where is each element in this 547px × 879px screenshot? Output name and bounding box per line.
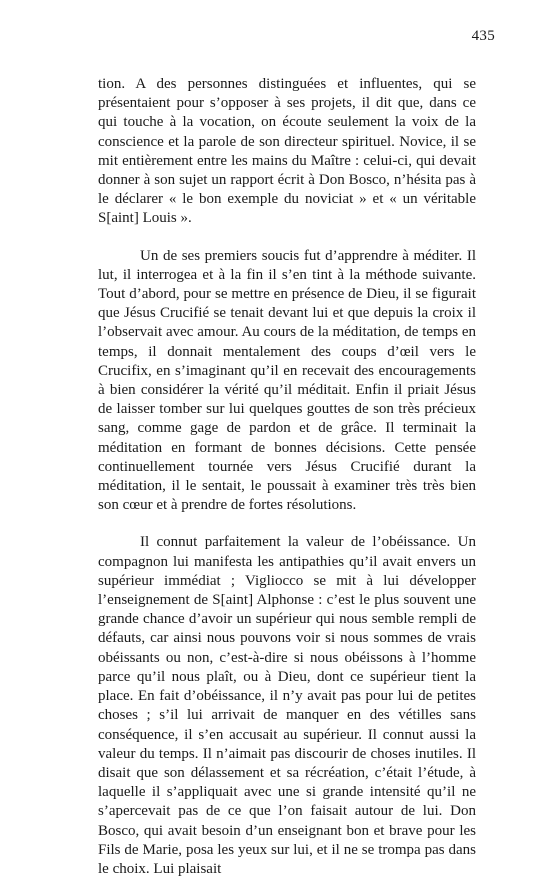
body-text	[98, 75, 476, 879]
page-number: 435	[471, 28, 495, 44]
paragraph-continuation: tion. A des personnes distinguées et influentes, qui se présentaient pour s’opposer à ses projets, il dit que, dans ce qui touche à la vocation, on écoute seulement la voix de la conscience et la parole de son directeur spirituel. Novice, il se mit entièrement entre les mains du Maître : celui-ci, qui devait donner à son sujet un rapport écrit à Don Bosco, n’hésita pas à le déclarer « le bon exemple du noviciat » et « un véritable S[aint] Louis ».	[98, 76, 476, 227]
paragraph-meditation: Un de ses premiers soucis fut d’apprendre à méditer. Il lut, il interrogea et à la fin il s’en tint à la méthode suivante. Tout d’abord, pour se mettre en présence de Dieu, il se figurait que Jésus Crucifié se tenait devant lui et que depuis la croix il l’observait avec amour. Au cours de la méditation, de temps en temps, il donnait mentalement des coups d’œil vers le Crucifix, en s’imaginant qu’il en recevait des encouragements à bien considérer la vérité qu’il méditait. Enfin il priait Jésus de laisser tomber sur lui quelques gouttes de son très précieux sang, comme gage de pardon et de grâce. Il terminait la méditation en formant de bonnes décisions. Cette pensée continuellement tournée vers Jésus Crucifié durant la méditation, il le sentait, le poussait à examiner très très bien son cœur et à prendre de fortes résolutions.	[98, 247, 476, 514]
paragraph-obedience: Il connut parfaitement la valeur de l’obéissance. Un compagnon lui manifesta les antipathies qu’il avait envers un supérieur immédiat ; Vigliocco se mit à lui développer l’enseignement de S[aint] Alphonse : c’est le plus souvent une grande chance d’avoir un supérieur qui nous semble rempli de défauts, car ainsi nous pouvons voir si nous sommes de vrais obéissants ou non, c’est-à-dire si nous obéissons à l’homme parce qu’il nous plaît, ou à Dieu, dont ce supérieur tient la place. En fait d’obéissance, il n’y avait pas pour lui de petites choses ; s’il lui arrivait de manquer en des vétilles sans conséquence, il s’en accusait au supérieur. Il connut aussi la valeur du temps. Il n’aimait pas discourir de choses inutiles. Il disait que son délassement et sa récréation, c’était l’étude, à laquelle il s’appliquait avec une si grande intensité qu’il ne s’apercevait pas de ce que l’on faisait autour de lui. Don Bosco, qui avait besoin d’un enseignant bon et brave pour les Fils de Marie, posa les yeux sur lui, et il ne se trompa pas dans le choix. Lui plaisait	[98, 534, 476, 877]
